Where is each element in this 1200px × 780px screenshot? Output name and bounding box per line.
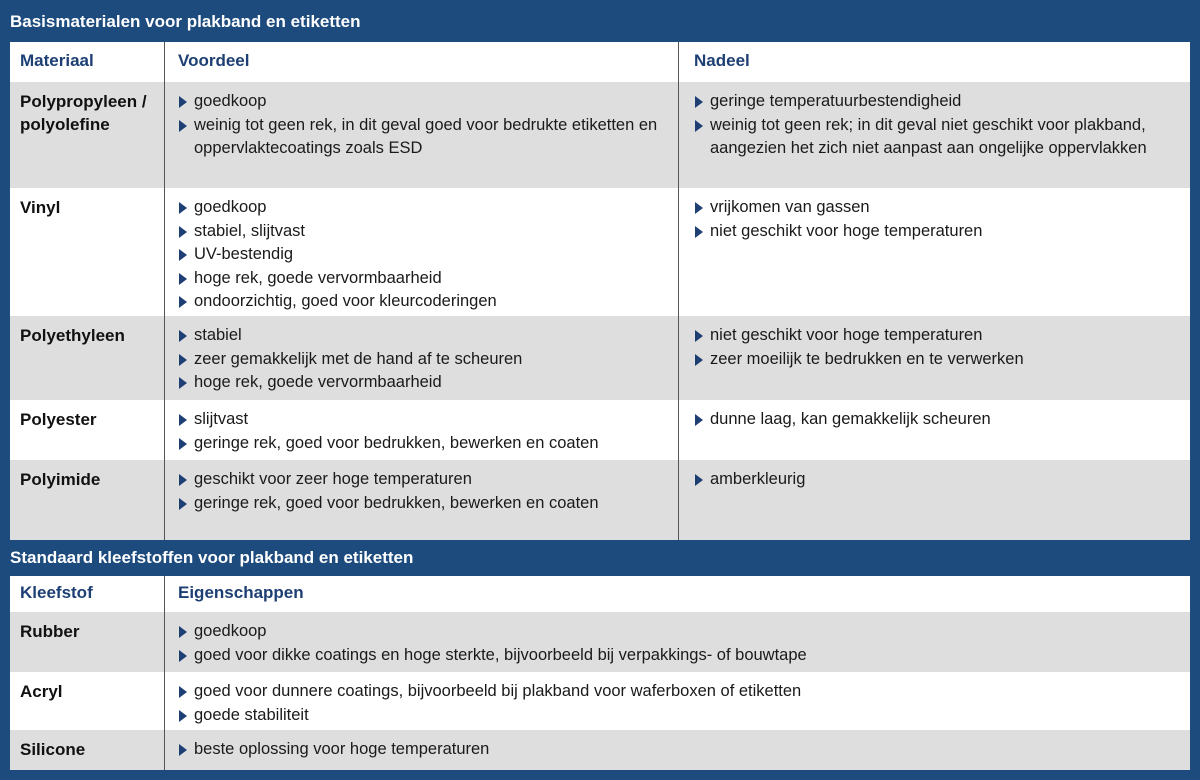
list-item xyxy=(178,492,668,516)
triangle-bullet-icon xyxy=(179,296,187,308)
materials-header-row xyxy=(10,42,1190,82)
adhesive-name: Acryl xyxy=(20,682,63,701)
list-item xyxy=(178,644,1168,668)
list-item-text: geringe temperatuurbestendigheid xyxy=(710,92,962,110)
props-cell xyxy=(168,612,1178,667)
header-voordeel: Voordeel xyxy=(178,51,250,70)
list-item-text: goed voor dikke coatings en hoge sterkte, bijvoorbeeld bij verpakkings- of bouwtape xyxy=(194,645,807,664)
list-item xyxy=(694,114,1174,161)
list-item-text: goedkoop xyxy=(194,622,267,640)
pros-list xyxy=(178,468,668,515)
triangle-bullet-icon xyxy=(179,120,187,132)
material-name: Polyethyleen xyxy=(20,326,125,345)
triangle-bullet-icon xyxy=(179,626,187,638)
list-item xyxy=(694,90,1174,114)
cons-list xyxy=(694,196,1174,243)
list-item-text: weinig tot geen rek; in dit geval niet geschikt voor plakband, aangezien het zich niet aanpast aan ongelijke oppervlakken xyxy=(710,115,1147,157)
list-item-text: slijtvast xyxy=(194,410,249,428)
list-item-text: niet geschikt voor hoge temperaturen xyxy=(710,221,983,240)
list-item xyxy=(178,114,668,161)
list-item-text: zeer gemakkelijk met de hand af te scheuren xyxy=(194,349,523,368)
list-item-text: niet geschikt voor hoge temperaturen xyxy=(710,326,983,344)
table-row xyxy=(10,730,1190,770)
list-item xyxy=(178,196,668,220)
triangle-bullet-icon xyxy=(179,414,187,426)
triangle-bullet-icon xyxy=(179,710,187,722)
cons-cell xyxy=(684,316,1184,371)
triangle-bullet-icon xyxy=(695,474,703,486)
list-item xyxy=(178,432,668,456)
pros-list xyxy=(178,196,668,314)
material-name: Polypropyleen / polyolefine xyxy=(20,92,147,134)
list-item xyxy=(694,220,1174,244)
list-item-text: zeer moeilijk te bedrukken en te verwerken xyxy=(710,349,1024,368)
list-item xyxy=(178,267,668,291)
list-item xyxy=(694,324,1174,348)
table-row xyxy=(10,612,1190,672)
triangle-bullet-icon xyxy=(179,330,187,342)
list-item xyxy=(178,243,668,267)
triangle-bullet-icon xyxy=(695,330,703,342)
pros-cell xyxy=(168,460,678,515)
adhesive-name: Silicone xyxy=(20,740,86,759)
header-kleefstof: Kleefstof xyxy=(20,583,93,602)
pros-list xyxy=(178,324,668,395)
triangle-bullet-icon xyxy=(695,202,703,214)
cons-cell xyxy=(684,460,1184,492)
list-item-text: UV-bestendig xyxy=(194,245,294,263)
adhesive-name: Rubber xyxy=(20,622,80,641)
cons-cell xyxy=(684,400,1184,432)
list-item-text: goed voor dunnere coatings, bijvoorbeeld bij plakband voor waferboxen of etiketten xyxy=(194,682,802,700)
section1-title: Basismaterialen voor plakband en etiketten xyxy=(10,12,361,31)
list-item xyxy=(694,196,1174,220)
triangle-bullet-icon xyxy=(179,202,187,214)
list-item xyxy=(694,408,1174,432)
props-list xyxy=(178,680,1168,727)
list-item-text: geringe rek, goed voor bedrukken, bewerken en coaten xyxy=(194,493,599,512)
list-item-text: beste oplossing voor hoge temperaturen xyxy=(194,740,490,758)
triangle-bullet-icon xyxy=(179,354,187,366)
table-row xyxy=(10,460,1190,540)
triangle-bullet-icon xyxy=(179,96,187,108)
table-row xyxy=(10,82,1190,188)
material-name: Vinyl xyxy=(20,198,61,217)
column-divider xyxy=(678,42,679,540)
pros-cell xyxy=(168,400,678,455)
cons-list xyxy=(694,90,1174,161)
cons-list xyxy=(694,324,1174,371)
list-item xyxy=(178,620,1168,644)
material-name: Polyester xyxy=(20,410,97,429)
adhesives-header-row xyxy=(10,576,1190,612)
props-cell xyxy=(168,730,1178,762)
triangle-bullet-icon xyxy=(179,273,187,285)
list-item xyxy=(178,90,668,114)
list-item xyxy=(178,290,668,314)
props-cell xyxy=(168,672,1178,727)
table-row xyxy=(10,672,1190,730)
list-item-text: goedkoop xyxy=(194,92,267,110)
triangle-bullet-icon xyxy=(179,474,187,486)
list-item xyxy=(178,348,668,372)
adhesives-table xyxy=(10,576,1190,770)
list-item xyxy=(694,468,1174,492)
triangle-bullet-icon xyxy=(695,226,703,238)
table-row xyxy=(10,188,1190,316)
list-item xyxy=(178,468,668,492)
triangle-bullet-icon xyxy=(695,96,703,108)
table-row xyxy=(10,316,1190,400)
column-divider xyxy=(164,42,165,540)
list-item-text: dunne laag, kan gemakkelijk scheuren xyxy=(710,410,991,428)
cons-cell xyxy=(684,82,1184,161)
list-item-text: amberkleurig xyxy=(710,470,806,488)
list-item xyxy=(178,680,1168,704)
list-item xyxy=(178,704,1168,728)
list-item-text: hoge rek, goede vervormbaarheid xyxy=(194,268,442,287)
material-name: Polyimide xyxy=(20,470,101,489)
cons-list xyxy=(694,408,1174,432)
header-eigenschappen: Eigenschappen xyxy=(178,583,304,602)
column-divider xyxy=(164,576,165,770)
list-item xyxy=(178,324,668,348)
pros-cell xyxy=(168,316,678,395)
list-item xyxy=(178,371,668,395)
pros-cell xyxy=(168,188,678,314)
list-item-text: vrijkomen van gassen xyxy=(710,198,870,216)
list-item-text: geringe rek, goed voor bedrukken, bewerken en coaten xyxy=(194,433,599,452)
triangle-bullet-icon xyxy=(179,744,187,756)
cons-cell xyxy=(684,188,1184,243)
props-list xyxy=(178,620,1168,667)
triangle-bullet-icon xyxy=(179,686,187,698)
triangle-bullet-icon xyxy=(179,498,187,510)
triangle-bullet-icon xyxy=(695,414,703,426)
triangle-bullet-icon xyxy=(179,650,187,662)
materials-table xyxy=(10,42,1190,540)
section2-title: Standaard kleefstoffen voor plakband en etiketten xyxy=(10,548,414,567)
list-item xyxy=(178,220,668,244)
pros-list xyxy=(178,408,668,455)
list-item-text: weinig tot geen rek, in dit geval goed voor bedrukte etiketten en oppervlaktecoatings zoals ESD xyxy=(194,115,658,157)
list-item-text: stabiel, slijtvast xyxy=(194,221,305,240)
triangle-bullet-icon xyxy=(695,354,703,366)
list-item-text: hoge rek, goede vervormbaarheid xyxy=(194,373,442,391)
list-item-text: stabiel xyxy=(194,326,242,344)
triangle-bullet-icon xyxy=(179,249,187,261)
table-row xyxy=(10,400,1190,460)
list-item xyxy=(178,738,1168,762)
header-nadeel: Nadeel xyxy=(694,51,750,70)
list-item xyxy=(178,408,668,432)
pros-cell xyxy=(168,82,678,161)
list-item-text: geschikt voor zeer hoge temperaturen xyxy=(194,470,472,488)
pros-list xyxy=(178,90,668,161)
triangle-bullet-icon xyxy=(695,120,703,132)
list-item-text: goedkoop xyxy=(194,198,267,216)
triangle-bullet-icon xyxy=(179,438,187,450)
cons-list xyxy=(694,468,1174,492)
props-list xyxy=(178,738,1168,762)
triangle-bullet-icon xyxy=(179,377,187,389)
list-item-text: goede stabiliteit xyxy=(194,705,309,724)
header-materiaal: Materiaal xyxy=(20,51,94,70)
list-item xyxy=(694,348,1174,372)
triangle-bullet-icon xyxy=(179,226,187,238)
list-item-text: ondoorzichtig, goed voor kleurcoderingen xyxy=(194,292,497,310)
